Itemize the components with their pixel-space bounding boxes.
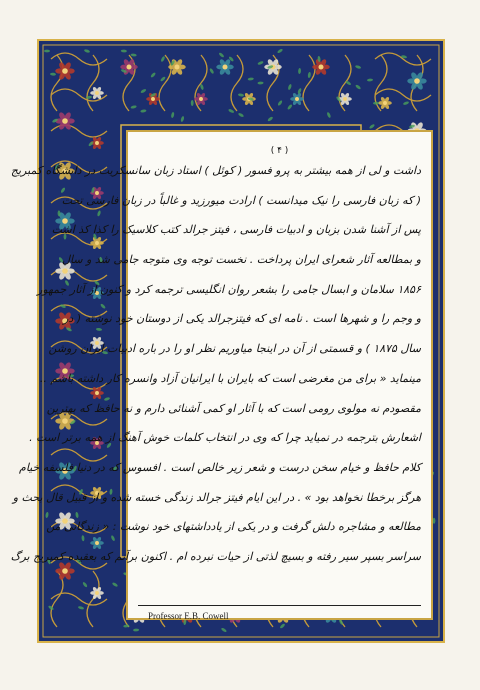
text-line: و وجم را و شهرها است . نامه ای که فیتزجرالد یکی از دوستان خود نوشته ( در [63,312,421,326]
caption-rule [138,605,421,621]
text-line: مقصودم نه مولوی رومی است که با آثار او کمی آشنائی دارم و نه حافظ که بهترین [46,401,421,415]
illuminated-border [10,39,445,643]
text-line: ( که زبان فارسی را نیک میدانست ) ارادت میورزید و غالباً در زبان فارسی تحت [61,193,421,207]
page-number: ( ۴ ) [270,146,289,156]
text-line: ۱۸۵۶ سلامان و ابسال جامی را بشعر روان انگلیسی ترجمه کرد و کنون از آثار جمهور [37,282,421,296]
text-line: اشعارش بترجمه در نمیاید چرا که وی در انتخاب کلمات خوش آهنگ از همه برتر است . [29,431,421,445]
text-panel [10,130,433,621]
text-line: کلام حافظ و خیام سخن درست و شعر زیر خالص است . افسوس که در دنیا فلسفه خیام [19,460,421,474]
text-line: سراسر بسپر سیر رفته و بسیچ لذتی از حیات نبرده ام . اکنون برآنم که بعقیده کمبریج برگ [10,549,421,563]
portrait-caption: Professor E.B. Cowell [148,611,229,621]
text-line: مطالعه و مشاجره دلش گرفت و در یکی از یادداشتهای خود نوشت : « زندگانی من [46,520,421,534]
text-line: سال ۱۸۷۵ ) و قسمتی از آن در اینجا میاوریم نظر او را در باره ادبیات ایران روشن [48,342,421,356]
text-line: و بمطالعه آثار شعرای ایران پرداخت . نخست توجه وی متوجه جامی شد و سال [62,253,421,267]
text-line: مینماید « برای من مغرضی است که بایران با ایرانیان آزاد وانسره کار داشته باشم .. [39,371,421,385]
text-line: داشت و لی از همه بیشتر به پرو فسور ( کوئل ) استاد زبان سانسکریت در دانشگاه کمبریج [10,164,421,177]
text-line: پس از آشنا شدن بزبان و ادبیات فارسی ، فیتز جرالد کتب کلاسیک را کذا کذ اشت [51,223,421,237]
persian-text-body [10,156,421,572]
text-line: هرگز برخطا نخواهد بود » . در این ایام فیتز جرالد زندگی خسته شده و از قبیل قال بحث و [12,490,421,504]
